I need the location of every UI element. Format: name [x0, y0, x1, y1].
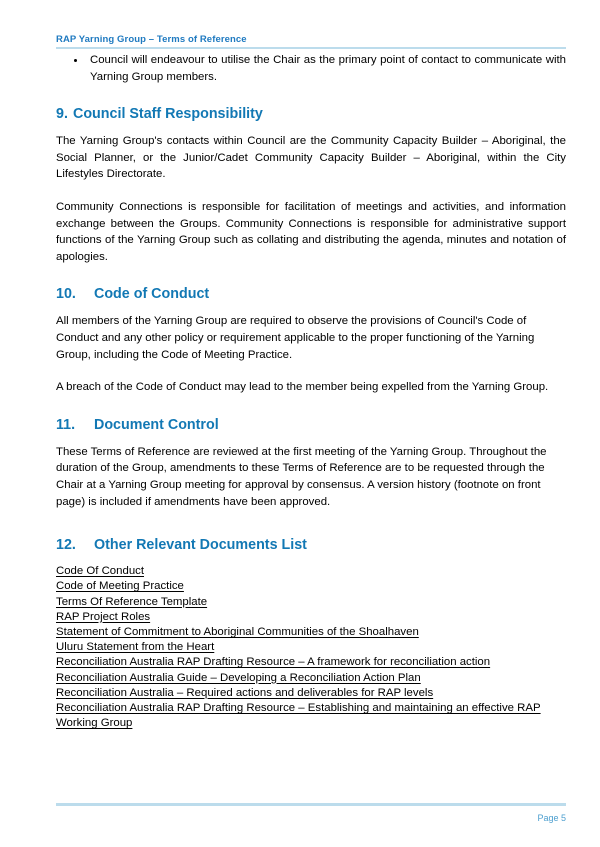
spacer — [56, 123, 566, 133]
document-header — [56, 34, 566, 49]
section-heading-11 — [56, 416, 566, 434]
section-heading-9 — [56, 105, 566, 123]
spacer — [56, 303, 566, 313]
document-link[interactable]: Statement of Commitment to Aboriginal Communities of the Shoalhaven — [56, 625, 419, 638]
document-list-item[interactable] — [56, 701, 566, 731]
document-link[interactable]: Reconciliation Australia – Required actions and deliverables for RAP levels — [56, 686, 434, 699]
bullet-list — [56, 52, 566, 85]
header-divider-rule — [56, 47, 566, 49]
section-title-10: Code of Conduct — [94, 286, 210, 303]
section-number-10: 10. — [56, 286, 76, 303]
bullet-list-item — [56, 52, 566, 85]
section-10-paragraph-2: A breach of the Code of Conduct may lead to the member being expelled from the Yarning Group. — [56, 381, 549, 394]
section-title-9: Council Staff Responsibility — [73, 106, 263, 123]
document-header-title: RAP Yarning Group – Terms of Reference — [56, 34, 247, 45]
section-title-11: Document Control — [94, 416, 219, 433]
related-documents-list — [56, 564, 566, 731]
spacer — [56, 265, 566, 285]
document-list-item[interactable] — [56, 564, 566, 579]
document-list-item[interactable] — [56, 655, 566, 670]
document-list-item[interactable] — [56, 686, 566, 701]
document-link[interactable]: RAP Project Roles — [56, 610, 151, 623]
document-link[interactable]: Code of Meeting Practice — [56, 580, 184, 593]
spacer — [56, 183, 566, 199]
document-list-item[interactable] — [56, 625, 566, 640]
section-heading-12 — [56, 536, 566, 554]
spacer — [56, 396, 566, 416]
section-heading-10 — [56, 285, 566, 303]
section-number-9: 9. — [56, 106, 68, 123]
spacer — [56, 85, 566, 105]
document-list-item[interactable] — [56, 671, 566, 686]
document-link[interactable]: Reconciliation Australia Guide – Developing a Reconciliation Action Plan — [56, 671, 421, 684]
section-title-12: Other Relevant Documents List — [94, 537, 307, 554]
section-number-11: 11. — [56, 416, 76, 433]
document-list-item[interactable] — [56, 640, 566, 655]
document-list-item[interactable] — [56, 579, 566, 594]
spacer — [56, 510, 566, 536]
document-footer — [56, 803, 566, 823]
section-9-paragraph-1: The Yarning Group's contacts within Council are the Community Capacity Builder – Aboriginal, the Social Planner, or the Junior/Cadet Community Capacity Builder – Aboriginal, within the City Lifestyles Directorate. — [56, 135, 566, 181]
section-10-paragraph-1: All members of the Yarning Group are required to observe the provisions of Council's Code of Conduct and any other policy or requirement applicable to the proper functioning of the Yarning Group, including the Code of Meeting Practice. — [56, 315, 535, 361]
document-body — [56, 52, 566, 731]
spacer — [56, 434, 566, 444]
section-9-paragraph-2: Community Connections is responsible for facilitation of meetings and activities, and information exchange between the Groups. Community Connections is responsible for administrative support functions of the Yarning Group such as collating and distributing the agenda, minutes and notation of apologies. — [56, 200, 566, 263]
document-link[interactable]: Terms Of Reference Template — [56, 595, 208, 608]
document-list-item[interactable] — [56, 595, 566, 610]
document-link[interactable]: Code Of Conduct — [56, 565, 145, 578]
bullet-point-icon — [74, 59, 77, 62]
document-link[interactable]: Reconciliation Australia RAP Drafting Resource – Establishing and maintaining an effective RAP Working Group — [56, 701, 541, 730]
document-link[interactable]: Uluru Statement from the Heart — [56, 641, 215, 654]
document-list-item[interactable] — [56, 610, 566, 625]
spacer — [56, 363, 566, 379]
page-number: Page 5 — [537, 813, 566, 823]
spacer — [56, 554, 566, 564]
document-link[interactable]: Reconciliation Australia RAP Drafting Resource – A framework for reconciliation action — [56, 656, 491, 669]
bullet-list-item-text: Council will endeavour to utilise the Chair as the primary point of contact to communicate with Yarning Group members. — [90, 54, 566, 83]
section-11-paragraph-1: These Terms of Reference are reviewed at the first meeting of the Yarning Group. Throughout the duration of the Group, amendments to these Terms of Reference are to be requested through the Chair at a Yarning Group meeting for approval by consensus. A version history (footnote on front page) is included if amendments have been approved. — [56, 445, 547, 508]
section-number-12: 12. — [56, 537, 76, 554]
footer-divider-rule — [56, 803, 566, 806]
